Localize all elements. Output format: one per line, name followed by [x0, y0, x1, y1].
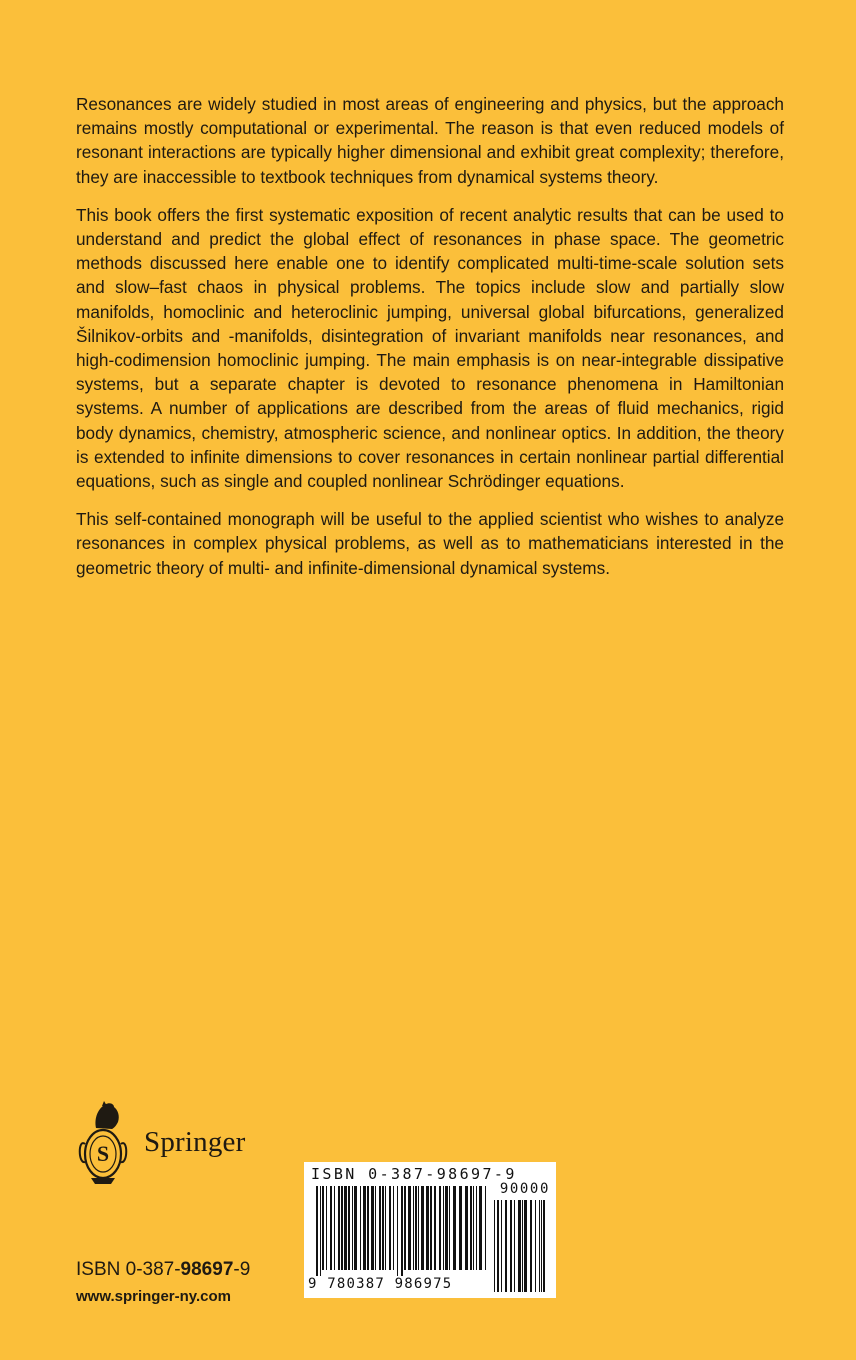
- barcode-bar: [421, 1186, 424, 1270]
- barcode-bar: [320, 1186, 321, 1276]
- publisher-url: www.springer-ny.com: [76, 1288, 232, 1305]
- isbn-suffix: -9: [233, 1259, 251, 1280]
- barcode-bar: [505, 1200, 507, 1292]
- barcode-bar: [535, 1200, 536, 1292]
- svg-text:S: S: [96, 1141, 110, 1166]
- barcode-bar: [518, 1200, 521, 1292]
- barcode-bar: [418, 1186, 419, 1270]
- barcode-bar: [408, 1186, 411, 1270]
- barcode-bar: [352, 1186, 353, 1270]
- barcode-bar: [494, 1200, 495, 1292]
- barcode-bar: [443, 1186, 444, 1270]
- barcode-bar: [397, 1186, 398, 1276]
- barcode-bar: [453, 1186, 456, 1270]
- barcode-bar: [413, 1186, 414, 1270]
- barcode-isbn-text: ISBN 0-387-98697-9: [311, 1165, 517, 1183]
- barcode-bar: [326, 1186, 327, 1270]
- barcode-bar: [510, 1200, 512, 1292]
- back-cover-description: [76, 92, 784, 594]
- description-paragraph-3: This self-contained monograph will be useful to the applied scientist who wishes to analyze resonances in complex physical problems, as well as to mathematicians interested in the geometric theory of multi- and infinite-dimensional dynamical systems.: [76, 509, 784, 578]
- barcode-bar: [363, 1186, 366, 1270]
- barcode-bar: [389, 1186, 391, 1270]
- barcode-bar: [426, 1186, 429, 1270]
- isbn-prefix: ISBN 0-387-: [76, 1259, 181, 1280]
- barcode-bar: [449, 1186, 450, 1270]
- barcode-bar: [379, 1186, 381, 1270]
- description-paragraph-2: This book offers the first systematic exposition of recent analytic results that can be used to understand and predict the global effect of resonances in phase space. The geometric methods discussed here enable one to identify complicated multi-time-scale solution sets and slow–fast chaos in physical problems. The topics include slow and partially slow manifolds, homoclinic and heteroclinic jumping, universal global bifurcations, generalized Šilnikov-orbits and -manifolds, disintegration of invariant manifolds near resonances, and high-codimension homoclinic jumping. The main emphasis is on near-integrable dissipative systems, but a separate chapter is devoted to resonance phenomena in Hamiltonian systems. A number of applications are described from the areas of fluid mechanics, rigid body dynamics, chemistry, atmospheric science, and nonlinear optics. In addition, the theory is extended to infinite dimensions to cover resonances in certain nonlinear partial differential equations, such as single and coupled nonlinear Schrödinger equations.: [76, 204, 784, 492]
- isbn-number: [76, 1259, 250, 1281]
- barcode-bar: [316, 1186, 318, 1276]
- barcode-ean-digits: 9 780387 986975: [308, 1276, 453, 1292]
- barcode-bar: [497, 1200, 499, 1292]
- barcode-bar: [541, 1200, 542, 1292]
- barcode-bar: [465, 1186, 468, 1270]
- barcode-bar: [367, 1186, 369, 1270]
- barcode-bar: [543, 1200, 545, 1292]
- barcode-bar: [330, 1186, 332, 1270]
- barcode-bar: [459, 1186, 462, 1270]
- publisher-name: Springer: [144, 1125, 246, 1158]
- barcode-addon-digits: 90000: [499, 1181, 550, 1197]
- barcode-bar: [485, 1186, 486, 1270]
- barcode-bar: [415, 1186, 417, 1270]
- barcode-bar: [344, 1186, 347, 1270]
- knight-chess-piece-icon: [74, 1098, 132, 1186]
- barcode-bar: [371, 1186, 374, 1270]
- publisher-logo: [74, 1098, 245, 1186]
- barcode-bar: [348, 1186, 350, 1270]
- isbn-bold-part: 98697: [180, 1259, 234, 1280]
- barcode-bar: [470, 1186, 472, 1270]
- isbn-barcode: [304, 1162, 556, 1298]
- barcode-bar: [385, 1186, 386, 1270]
- barcode-bar: [439, 1186, 441, 1270]
- barcode-bar: [501, 1200, 502, 1292]
- barcode-bar: [514, 1200, 515, 1292]
- barcode-bar: [479, 1186, 482, 1270]
- barcode-bar: [539, 1200, 540, 1292]
- barcode-bar: [434, 1186, 436, 1270]
- barcode-bar: [401, 1186, 403, 1276]
- barcode-bar: [382, 1186, 384, 1270]
- barcode-bar: [322, 1186, 324, 1270]
- barcode-bar: [530, 1200, 532, 1292]
- barcode-bar: [445, 1186, 448, 1270]
- barcode-bar: [522, 1200, 523, 1292]
- barcode-bar: [334, 1186, 335, 1270]
- barcode-bar: [354, 1186, 357, 1270]
- barcode-bar: [476, 1186, 477, 1270]
- barcode-bar: [473, 1186, 474, 1270]
- barcode-bar: [375, 1186, 376, 1270]
- barcode-bar: [341, 1186, 343, 1270]
- barcode-bar: [404, 1186, 406, 1270]
- barcode-bar: [360, 1186, 361, 1270]
- description-paragraph-1: Resonances are widely studied in most areas of engineering and physics, but the approach remains mostly computational or experimental. The reason is that even reduced models of resonant interactions are typically higher dimensional and exhibit great complexity; therefore, they are inaccessible to textbook techniques from dynamical systems theory.: [76, 94, 784, 187]
- barcode-bar: [430, 1186, 432, 1270]
- barcode-bar: [524, 1200, 527, 1292]
- barcode-bar: [338, 1186, 340, 1270]
- barcode-bar: [393, 1186, 394, 1270]
